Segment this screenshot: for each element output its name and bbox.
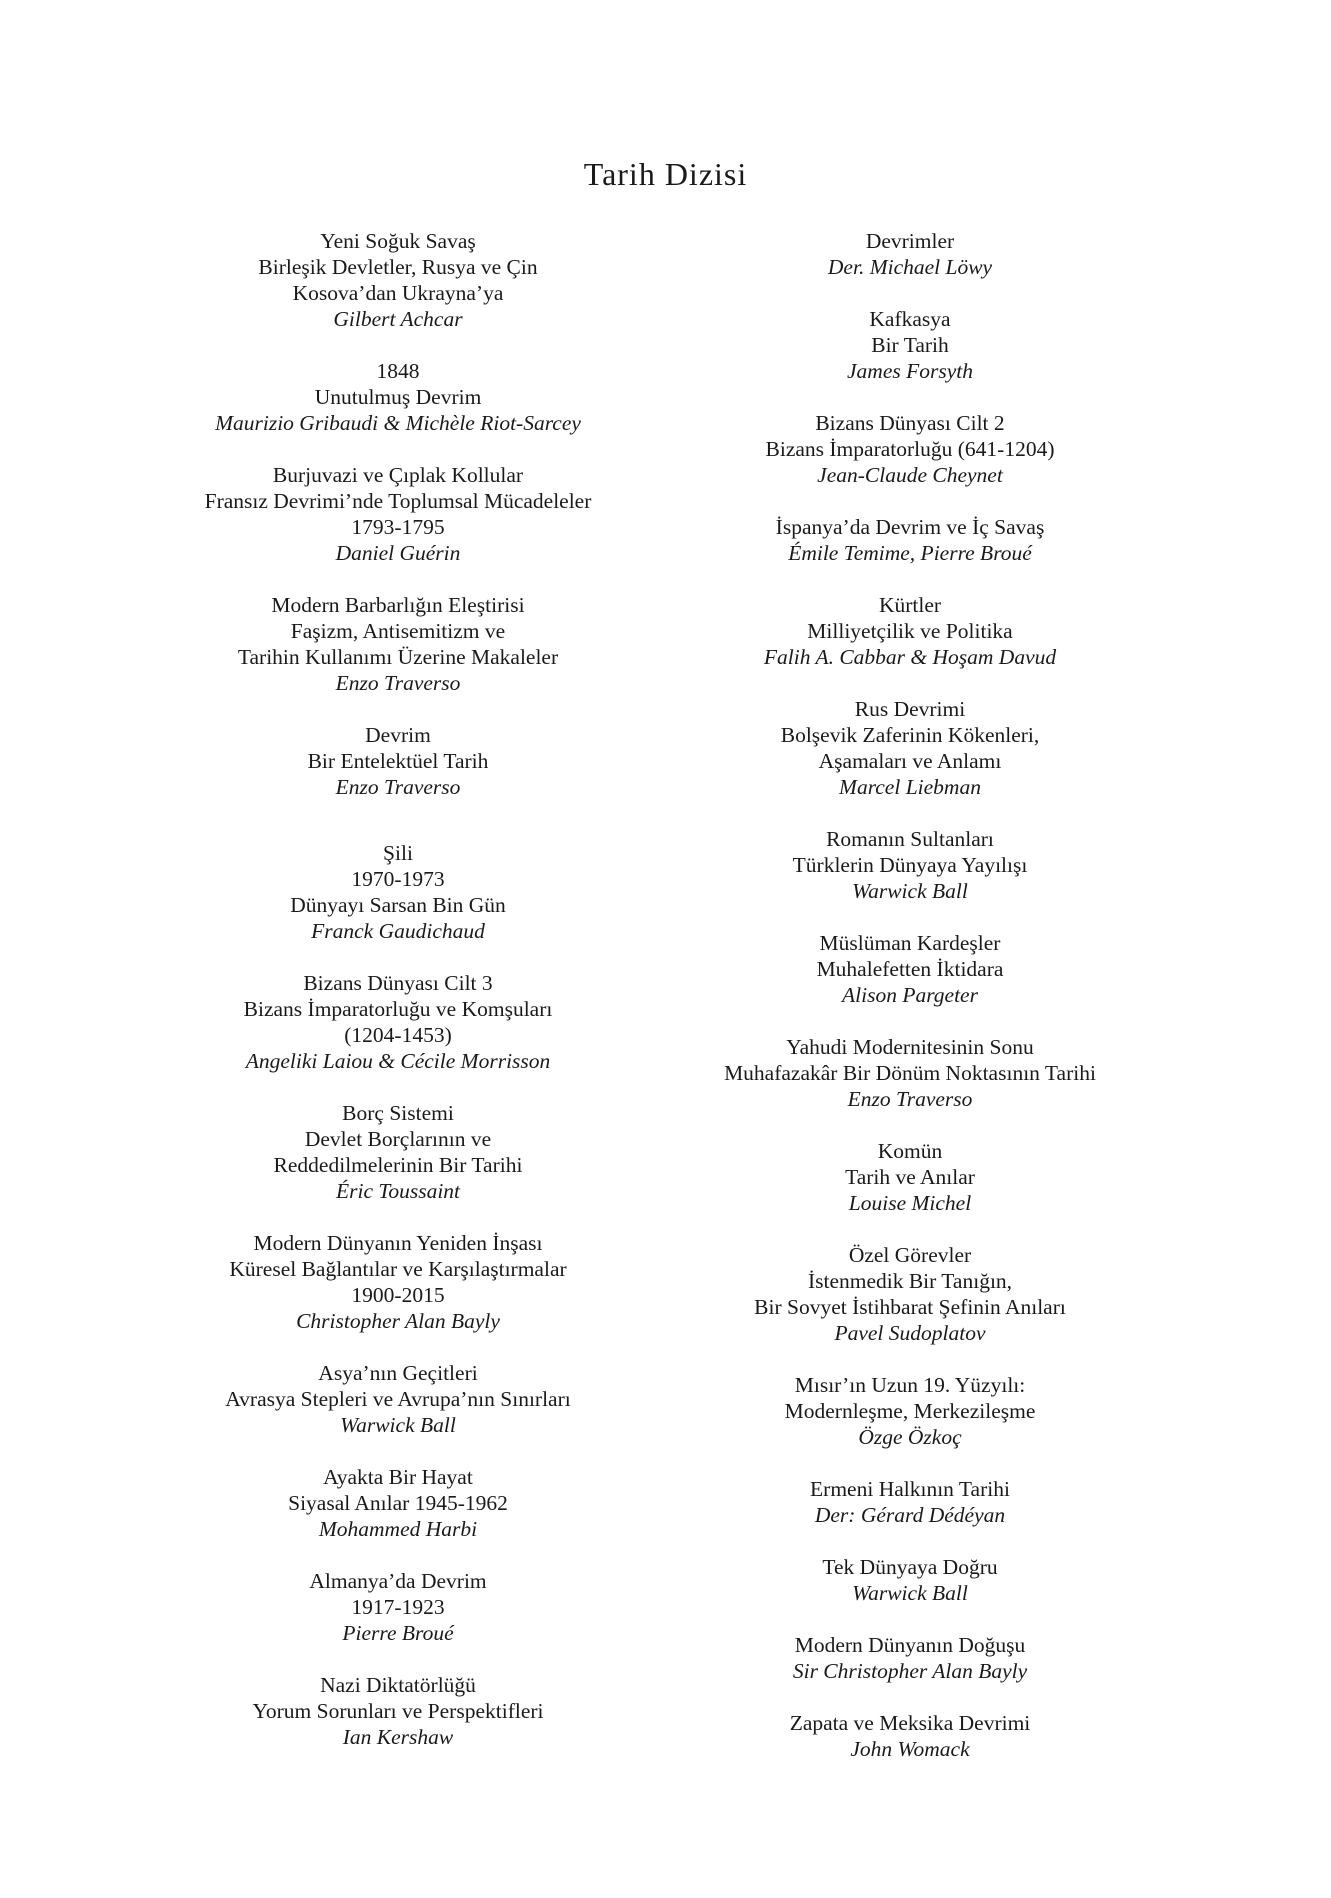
book-title-line: Bir Sovyet İstihbarat Şefinin Anıları [754, 1295, 1066, 1319]
book-title-line: Kürtler [878, 593, 942, 617]
book-title-line: Özel Görevler [848, 1243, 972, 1267]
book-entry [660, 1554, 1160, 1606]
book-title-line: Modern Dünyanın Doğuşu [794, 1633, 1026, 1657]
book-title-line: Bir Tarih [871, 333, 949, 357]
book-entry [148, 1568, 648, 1646]
book-author: Émile Temime, Pierre Broué [788, 541, 1032, 565]
book-title-line: Türklerin Dünyaya Yayılışı [792, 853, 1028, 877]
book-title-line: İspanya’da Devrim ve İç Savaş [775, 515, 1045, 539]
book-author: James Forsyth [847, 359, 973, 383]
book-title-line: Devlet Borçlarının ve [304, 1127, 492, 1151]
book-entry [660, 514, 1160, 566]
book-title-line: Bolşevik Zaferinin Kökenleri, [780, 723, 1040, 747]
book-title-line: Yeni Soğuk Savaş [320, 229, 476, 253]
book-author: Pierre Broué [342, 1621, 454, 1645]
left-column [148, 228, 648, 1776]
book-title-line: Muhalefetten İktidara [816, 957, 1004, 981]
book-author: Falih A. Cabbar & Hoşam Davud [763, 645, 1057, 669]
book-title-line: Fransız Devrimi’nde Toplumsal Mücadeleler [204, 489, 592, 513]
book-title-line: Ayakta Bir Hayat [323, 1465, 473, 1489]
book-title-line: Unutulmuş Devrim [314, 385, 482, 409]
book-title-line: Modernleşme, Merkezileşme [784, 1399, 1036, 1423]
book-author: Enzo Traverso [335, 671, 461, 695]
book-title-line: Modern Dünyanın Yeniden İnşası [253, 1231, 543, 1255]
book-title-line: Bizans İmparatorluğu ve Komşuları [243, 997, 553, 1021]
book-entry [148, 1360, 648, 1438]
book-entry [660, 592, 1160, 670]
book-entry [660, 1476, 1160, 1528]
book-entry [148, 462, 648, 566]
book-entry [148, 228, 648, 332]
book-entry [660, 1372, 1160, 1450]
book-title-line: Avrasya Stepleri ve Avrupa’nın Sınırları [225, 1387, 571, 1411]
book-author: Daniel Guérin [335, 541, 461, 565]
book-title-line: Almanya’da Devrim [309, 1569, 487, 1593]
book-title-line: Birleşik Devletler, Rusya ve Çin [258, 255, 538, 279]
book-title-line: 1848 [376, 359, 420, 383]
book-entry [148, 358, 648, 436]
page-title: Tarih Dizisi [583, 156, 748, 192]
book-title-line: Dünyayı Sarsan Bin Gün [290, 893, 506, 917]
book-entry [660, 228, 1160, 280]
book-author: Der. Michael Löwy [827, 255, 993, 279]
book-title-line: Devrim [365, 723, 431, 747]
book-entry [148, 970, 648, 1074]
book-entry [148, 840, 648, 944]
book-title-line: Bir Entelektüel Tarih [307, 749, 489, 773]
book-author: Enzo Traverso [335, 775, 461, 799]
book-author: Gilbert Achcar [333, 307, 463, 331]
book-author: Franck Gaudichaud [311, 919, 485, 943]
book-title-line: Mısır’ın Uzun 19. Yüzyılı: [794, 1373, 1026, 1397]
book-title-line: 1917-1923 [351, 1595, 445, 1619]
book-entry [660, 1138, 1160, 1216]
book-title-line: Rus Devrimi [854, 697, 966, 721]
book-title-line: Reddedilmelerinin Bir Tarihi [273, 1153, 523, 1177]
book-title-line: 1900-2015 [351, 1283, 445, 1307]
book-entry [660, 696, 1160, 800]
book-title-line: 1793-1795 [351, 515, 445, 539]
book-title-line: Tek Dünyaya Doğru [822, 1555, 998, 1579]
book-author: Warwick Ball [852, 1581, 968, 1605]
book-entry [660, 930, 1160, 1008]
book-author: Sir Christopher Alan Bayly [792, 1659, 1028, 1683]
right-column [660, 228, 1160, 1788]
book-title-line: Romanın Sultanları [826, 827, 994, 851]
book-author: Ian Kershaw [342, 1725, 454, 1749]
book-title-line: Nazi Diktatörlüğü [320, 1673, 476, 1697]
book-title-line: Asya’nın Geçitleri [318, 1361, 478, 1385]
book-entry [660, 826, 1160, 904]
book-title-line: Müslüman Kardeşler [819, 931, 1001, 955]
book-entry [660, 410, 1160, 488]
book-author: Özge Özkoç [858, 1425, 962, 1449]
book-title-line: Zapata ve Meksika Devrimi [789, 1711, 1031, 1735]
book-entry [148, 722, 648, 800]
book-title-line: Tarihin Kullanımı Üzerine Makaleler [237, 645, 559, 669]
book-title-line: Burjuvazi ve Çıplak Kollular [272, 463, 524, 487]
book-author: Pavel Sudoplatov [834, 1321, 986, 1345]
book-entry [148, 1672, 648, 1750]
book-entry [148, 1230, 648, 1334]
book-title-line: Yorum Sorunları ve Perspektifleri [252, 1699, 544, 1723]
book-entry [148, 592, 648, 696]
book-author: Alison Pargeter [842, 983, 978, 1007]
book-author: Christopher Alan Bayly [296, 1309, 500, 1333]
book-title-line: İstenmedik Bir Tanığın, [807, 1269, 1013, 1293]
book-title-line: Faşizm, Antisemitizm ve [290, 619, 506, 643]
book-title-line: Bizans Dünyası Cilt 3 [303, 971, 493, 995]
book-author: Mohammed Harbi [318, 1517, 478, 1541]
book-entry [660, 1034, 1160, 1112]
book-author: Warwick Ball [852, 879, 968, 903]
book-title-line: Milliyetçilik ve Politika [807, 619, 1013, 643]
book-title-line: Küresel Bağlantılar ve Karşılaştırmalar [229, 1257, 567, 1281]
book-entry [660, 1242, 1160, 1346]
book-author: Maurizio Gribaudi & Michèle Riot-Sarcey [215, 411, 581, 435]
book-title-line: Ermeni Halkının Tarihi [810, 1477, 1010, 1501]
book-title-line: Borç Sistemi [342, 1101, 454, 1125]
book-author: Enzo Traverso [847, 1087, 973, 1111]
book-title-line: Siyasal Anılar 1945-1962 [288, 1491, 508, 1515]
book-title-line: Bizans Dünyası Cilt 2 [815, 411, 1005, 435]
book-title-line: Komün [877, 1139, 943, 1163]
book-title-line: Aşamaları ve Anlamı [818, 749, 1002, 773]
book-title-line: Devrimler [865, 229, 955, 253]
book-title-line: Modern Barbarlığın Eleştirisi [271, 593, 525, 617]
book-entry [660, 306, 1160, 384]
book-entry [148, 1100, 648, 1204]
book-author: Angeliki Laiou & Cécile Morrisson [245, 1049, 551, 1073]
book-title-line: Kafkasya [869, 307, 951, 331]
book-title-line: Muhafazakâr Bir Dönüm Noktasının Tarihi [724, 1061, 1096, 1085]
book-title-line: Bizans İmparatorluğu (641-1204) [765, 437, 1055, 461]
book-author: Warwick Ball [340, 1413, 456, 1437]
book-author: John Womack [850, 1737, 970, 1761]
book-title-line: Yahudi Modernitesinin Sonu [786, 1035, 1034, 1059]
book-title-line: Tarih ve Anılar [845, 1165, 975, 1189]
book-author: Jean-Claude Cheynet [817, 463, 1003, 487]
book-title-line: Şili [383, 841, 413, 865]
book-title-line: Kosova’dan Ukrayna’ya [292, 281, 504, 305]
book-title-line: (1204-1453) [344, 1023, 452, 1047]
book-entry [660, 1710, 1160, 1762]
book-title-line: 1970-1973 [351, 867, 445, 891]
book-author: Louise Michel [848, 1191, 972, 1215]
book-author: Der: Gérard Dédéyan [814, 1503, 1006, 1527]
book-entry [660, 1632, 1160, 1684]
book-author: Marcel Liebman [839, 775, 981, 799]
book-entry [148, 1464, 648, 1542]
book-author: Éric Toussaint [335, 1179, 461, 1203]
